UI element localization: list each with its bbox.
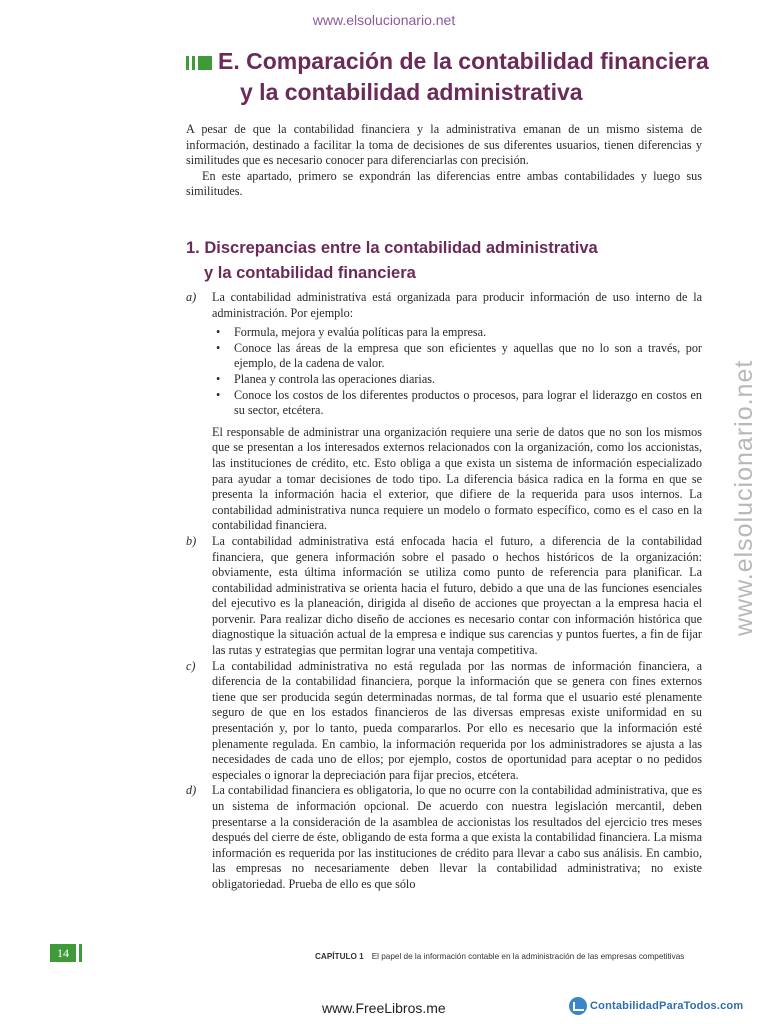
bullet-text: Formula, mejora y evalúa políticas para la empresa. [234,325,487,340]
subsection-title-line2: y la contabilidad financiera [204,264,416,282]
logo-text[interactable]: ContabilidadParaTodos.com [590,1000,744,1012]
bullet-text: Conoce las áreas de la empresa que son eficientes y aquellas que no lo son a través, por ejemplo, de la cadena de valor. [234,340,702,371]
chapter-label: CAPÍTULO 1 [315,952,364,961]
bullet-icon: • [216,387,221,402]
bottom-site-url[interactable]: www.FreeLibros.me [322,1000,446,1016]
discrepancies-list [186,290,702,893]
header-site-url[interactable]: www.elsolucionario.net [312,12,456,28]
chapter-footer [315,952,701,961]
list-item-d [186,783,702,892]
section-title-line2: y la contabilidad administrativa [240,79,583,105]
item-letter: c) [186,658,196,673]
item-text: La contabilidad administrativa no está regulada por las normas de información financiera, a diferencia de la contabilidad financiera, porque la información que se genera con fines externos tiene que ser producida según determinadas normas, de tal forma que el usuario esté plenamente seguro de que en los estados financieros de las diversas empresas existe uniformidad en su presentación y, por lo tanto, pueda compararlos. Por ello es necesario que la información esté plenamente regulada. En cambio, la información requerida por los administradores se ajusta a las necesidades de cada uno de ellos; por ejemplo, costos de oportunidad para aceptar o no pedidos especiales o ignorar la depreciación para fijar precios, etcétera. [212,658,702,782]
item-text: La contabilidad administrativa está organizada para producir información de uso interno de la administración. Por ejemplo: [212,290,702,320]
item-text: La contabilidad financiera es obligatoria, lo que no ocurre con la contabilidad administrativa, que es un sistema de información opcional. De acuerdo con nuestra legislación mercantil, deben presentarse a la consideración de la asamblea de accionistas los resultados del ejercicio tres meses después del cierre de éste, obligando de esta forma a que exista la contabilidad financiera. La misma información es requerida por las instituciones de crédito para llevar a cabo sus análisis. En cambio, las empresas no necesariamente deben llevar la contabilidad administrativa; no existe obligatoriedad. Prueba de ello es que sólo [212,783,702,891]
intro-text [186,122,702,200]
item-follow-paragraph: El responsable de administrar una organización requiere una serie de datos que no son los mismos que se presentan a los interesados externos relacionados con la organización, como los accionistas, las instituciones de crédito, etc. Esto obliga a que exista un sistema de información especializado para ayudar a tomar decisiones de todo tipo. La diferencia básica radica en la forma en que se presenta la información hacia el exterior, que difiere de la requerida para usos internos. La contabilidad administrativa nunca requiere un modelo o formato específico, como es el caso en la contabilidad financiera. [212,424,702,533]
bullet-text: Conoce los costos de los diferentes productos o procesos, para lograr el liderazgo en costos en su sector, etcétera. [234,387,702,418]
bullet-item [212,325,702,341]
list-item-c [186,659,702,784]
bullet-item [212,388,702,419]
section-title [218,46,718,108]
bullet-item [212,341,702,372]
intro-paragraph-1: A pesar de que la contabilidad financiera y la administrativa emanan de un mismo sistema de información, destinado a facilitar la toma de decisiones de sus diferentes usuarios, tienen diferencias y similitudes que es necesario conocer para diferenciarlas con precisión. [186,122,702,168]
list-item-b [186,534,702,659]
bullet-list [212,325,702,419]
item-text: La contabilidad administrativa está enfocada hacia el futuro, a diferencia de la contabilidad financiera, que genera información sobre el pasado o hechos históricos de la organización: obviamente, esta última información se utiliza como punto de referencia para planificar. La contabilidad administrativa se orienta hacia el futuro, debido a que una de las funciones esenciales del ejecutivo es la planeación, dirigida al diseño de acciones que proyectan a la empresa hacia el porvenir. Para realizar dicho diseño de acciones es necesario contar con información histórica que diagnostique la situación actual de la empresa e indique sus carencias y puntos fuertes, a fin de fijar las rutas y estrategias que permitan lograr una ventaja competitiva. [212,533,702,658]
list-item-a [186,290,702,534]
bullet-icon: • [216,325,221,340]
section-marker-icon [186,56,212,70]
section-title-line1: E. Comparación de la contabilidad financiera [218,48,709,74]
side-watermark: www.elsolucionario.net [730,359,758,636]
intro-paragraph-2: En este apartado, primero se expondrán las diferencias entre ambas contabilidades y luego sus similitudes. [186,168,702,199]
logo-check-icon [569,997,587,1015]
subsection-title-line1: 1. Discrepancias entre la contabilidad administrativa [186,239,598,257]
item-letter: a) [186,290,197,304]
item-letter: b) [186,533,197,548]
subsection-title [186,236,706,286]
bullet-text: Planea y controla las operaciones diarias. [234,371,436,386]
bullet-item [212,372,702,388]
page-number-bar [79,944,82,962]
page-number: 14 [50,944,76,962]
bullet-icon: • [216,340,221,355]
bullet-icon: • [216,371,221,386]
item-letter: d) [186,783,197,798]
chapter-title: El papel de la información contable en la administración de las empresas competitivas [371,952,685,961]
